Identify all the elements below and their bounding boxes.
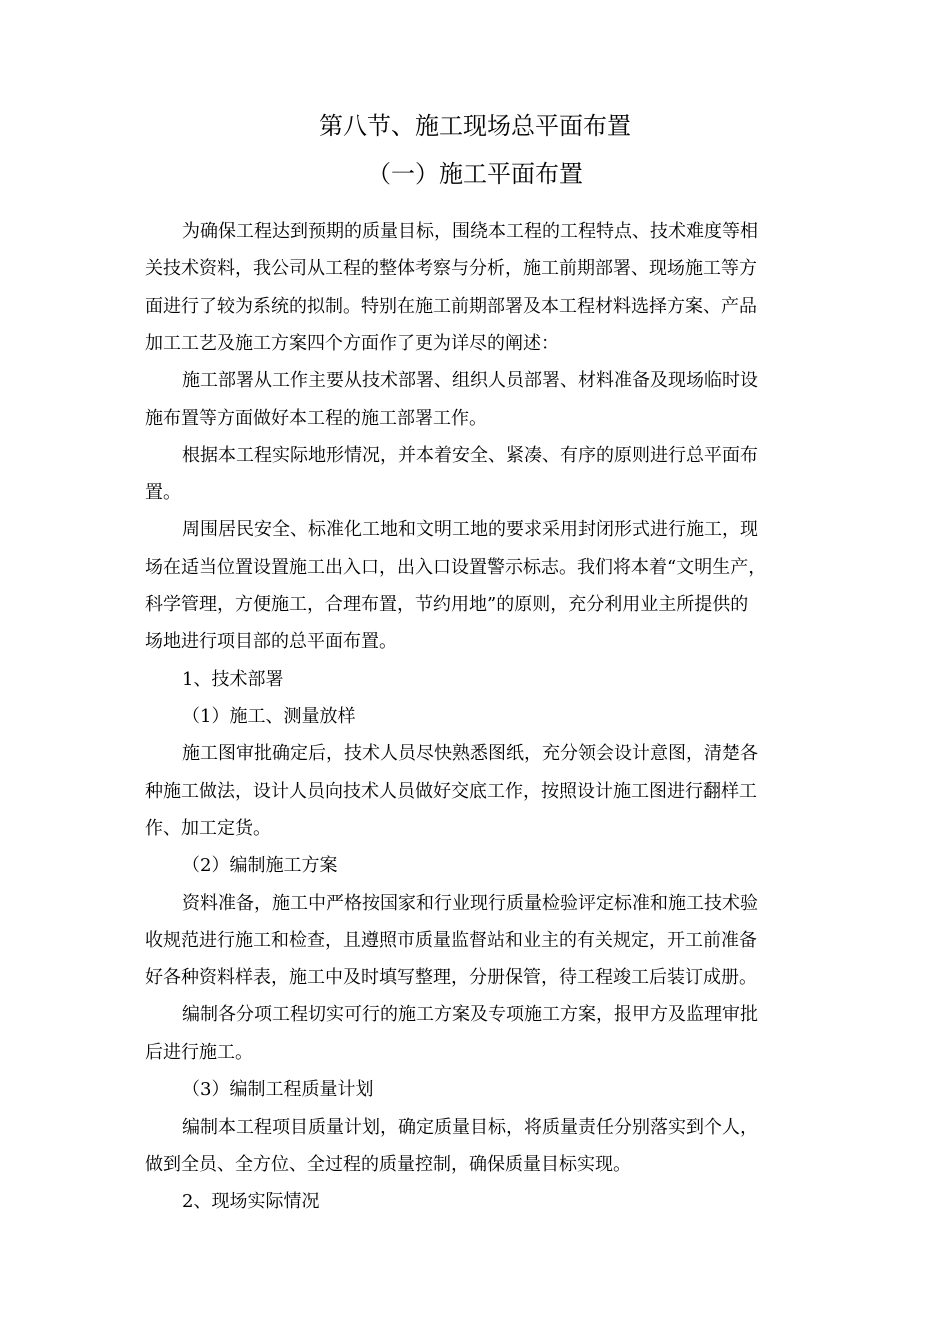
body-line: 种施工做法，设计人员向技术人员做好交底工作，按照设计施工图进行翻样工 bbox=[145, 781, 757, 802]
list-subheading: （2）编制施工方案 bbox=[182, 855, 338, 876]
section-title: 第八节、施工现场总平面布置 bbox=[319, 112, 631, 140]
body-line: 施工部署从工作主要从技术部署、组织人员部署、材料准备及现场临时设 bbox=[182, 370, 758, 391]
body-line: 施工图审批确定后，技术人员尽快熟悉图纸，充分领会设计意图，清楚各 bbox=[182, 743, 758, 764]
list-heading: 2、现场实际情况 bbox=[182, 1191, 320, 1212]
body-line: 场在适当位置设置施工出入口，出入口设置警示标志。我们将本着“文明生产， bbox=[145, 557, 767, 578]
body-line: 置。 bbox=[145, 482, 181, 503]
body-line: 做到全员、全方位、全过程的质量控制，确保质量目标实现。 bbox=[145, 1154, 631, 1175]
list-subheading: （3）编制工程质量计划 bbox=[182, 1079, 374, 1100]
body-line: 编制本工程项目质量计划，确定质量目标，将质量责任分别落实到个人， bbox=[182, 1117, 758, 1138]
list-heading: 1、技术部署 bbox=[182, 669, 284, 690]
body-line: 根据本工程实际地形情况，并本着安全、紧凑、有序的原则进行总平面布 bbox=[182, 445, 758, 466]
body-line: 作、加工定货。 bbox=[145, 818, 271, 839]
body-line: 后进行施工。 bbox=[145, 1042, 253, 1063]
body-line: 资料准备，施工中严格按国家和行业现行质量检验评定标准和施工技术验 bbox=[182, 893, 758, 914]
body-line: 场地进行项目部的总平面布置。 bbox=[145, 631, 397, 652]
body-line: 收规范进行施工和检查，且遵照市质量监督站和业主的有关规定，开工前准备 bbox=[145, 930, 757, 951]
subsection-title: （一）施工平面布置 bbox=[367, 160, 583, 188]
body-line: 周围居民安全、标准化工地和文明工地的要求采用封闭形式进行施工，现 bbox=[182, 519, 758, 540]
body-line: 为确保工程达到预期的质量目标，围绕本工程的工程特点、技术难度等相 bbox=[182, 221, 758, 242]
body-line: 编制各分项工程切实可行的施工方案及专项施工方案，报甲方及监理审批 bbox=[182, 1004, 758, 1025]
body-line: 好各种资料样表，施工中及时填写整理，分册保管，待工程竣工后装订成册。 bbox=[145, 967, 757, 988]
body-line: 关技术资料，我公司从工程的整体考察与分析，施工前期部署、现场施工等方 bbox=[145, 258, 757, 279]
body-line: 科学管理，方便施工，合理布置，节约用地”的原则，充分利用业主所提供的 bbox=[145, 594, 749, 615]
body-line: 加工工艺及施工方案四个方面作了更为详尽的阐述： bbox=[145, 333, 559, 354]
list-subheading: （1）施工、测量放样 bbox=[182, 706, 356, 727]
body-line: 面进行了较为系统的拟制。特别在施工前期部署及本工程材料选择方案、产品 bbox=[145, 296, 757, 317]
body-line: 施布置等方面做好本工程的施工部署工作。 bbox=[145, 408, 487, 429]
